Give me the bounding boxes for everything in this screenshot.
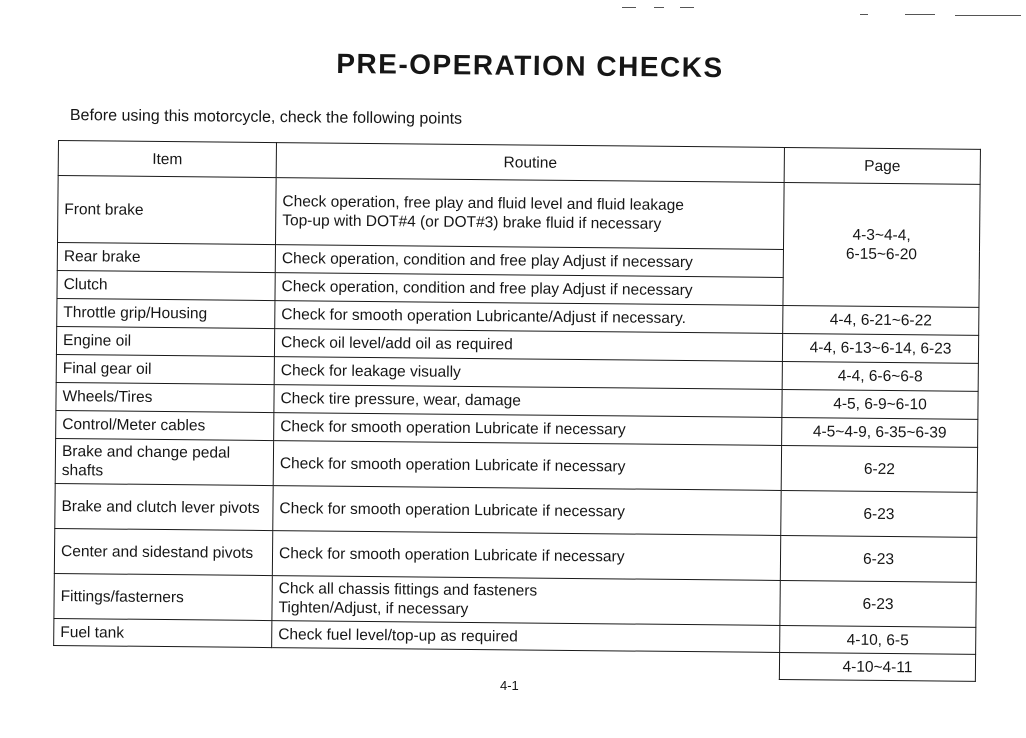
page-cell: 4-4, 6-21~6-22	[783, 305, 979, 335]
page-cell: 6-23	[780, 535, 976, 582]
item-cell: Rear brake	[57, 243, 275, 273]
scan-artifact-line	[955, 15, 1021, 16]
routine-cell: Check for smooth operation Lubricante/Adjust if necessary.	[275, 301, 783, 334]
page-cell: 4-5~4-9, 6-35~6-39	[782, 417, 978, 447]
intro-text: Before using this motorcycle, check the following points	[69, 107, 463, 128]
checks-table	[53, 140, 981, 682]
checks-table-wrapper	[53, 140, 980, 682]
item-cell: Clutch	[57, 270, 275, 300]
scan-artifact-line	[654, 7, 664, 8]
page-cell: 4-3~4-4, 6-15~6-20	[783, 182, 980, 307]
item-cell: Front brake	[58, 176, 277, 245]
routine-cell: Check oil level/add oil as required	[274, 329, 782, 362]
item-cell: Wheels/Tires	[56, 382, 274, 412]
routine-cell: Check for leakage visually	[274, 357, 782, 390]
header-routine: Routine	[276, 143, 784, 183]
routine-cell: Check for smooth operation Lubricate if necessary	[272, 531, 780, 581]
item-cell: Brake and change pedal shafts	[55, 438, 273, 485]
routine-cell: Check operation, condition and free play Adjust if necessary	[275, 273, 783, 306]
item-cell: Fittings/fasterners	[54, 573, 272, 620]
routine-cell: Check for smooth operation Lubricate if necessary	[273, 441, 781, 491]
item-cell: Center and sidestand pivots	[54, 528, 272, 575]
page-cell: 6-23	[781, 490, 977, 537]
item-cell: Fuel tank	[54, 618, 272, 647]
page-cell: 4-4, 6-6~6-8	[782, 361, 978, 391]
routine-cell: Check for smooth operation Lubricate if necessary	[274, 413, 782, 446]
header-page: Page	[784, 147, 980, 184]
scan-artifact-line	[860, 14, 868, 15]
page-cell: 6-23	[780, 580, 976, 627]
item-cell: Throttle grip/Housing	[57, 298, 275, 328]
routine-cell: Check operation, free play and fluid level and fluid leakage Top-up with DOT#4 (or DOT#3) brake fluid if necessary	[276, 178, 785, 250]
page-cell: 4-10~4-11	[779, 652, 975, 681]
page-title: PRE-OPERATION CHECKS	[336, 47, 724, 84]
scan-artifact-line	[680, 7, 694, 8]
item-cell: Brake and clutch lever pivots	[55, 483, 273, 530]
item-cell: Engine oil	[56, 326, 274, 356]
scan-artifact-line	[905, 14, 935, 15]
page-cell: 4-4, 6-13~6-14, 6-23	[782, 333, 978, 363]
routine-cell: Check for smooth operation Lubricate if necessary	[273, 486, 781, 536]
page-number: 4-1	[500, 678, 519, 693]
routine-cell: Check operation, condition and free play Adjust if necessary	[275, 245, 783, 278]
page-cell: 4-5, 6-9~6-10	[782, 389, 978, 419]
table-row	[58, 176, 981, 252]
routine-cell: Check fuel level/top-up as required	[272, 621, 780, 653]
empty-cell	[271, 648, 779, 680]
item-cell: Control/Meter cables	[56, 410, 274, 440]
empty-cell	[53, 645, 271, 674]
routine-cell: Check tire pressure, wear, damage	[274, 385, 782, 418]
page-cell: 6-22	[781, 445, 977, 492]
routine-cell: Chck all chassis fittings and fasteners Tighten/Adjust, if necessary	[272, 576, 780, 626]
item-cell: Final gear oil	[56, 354, 274, 384]
header-item: Item	[58, 141, 276, 178]
scan-artifact-line	[622, 7, 636, 8]
page-cell: 4-10, 6-5	[780, 625, 976, 654]
